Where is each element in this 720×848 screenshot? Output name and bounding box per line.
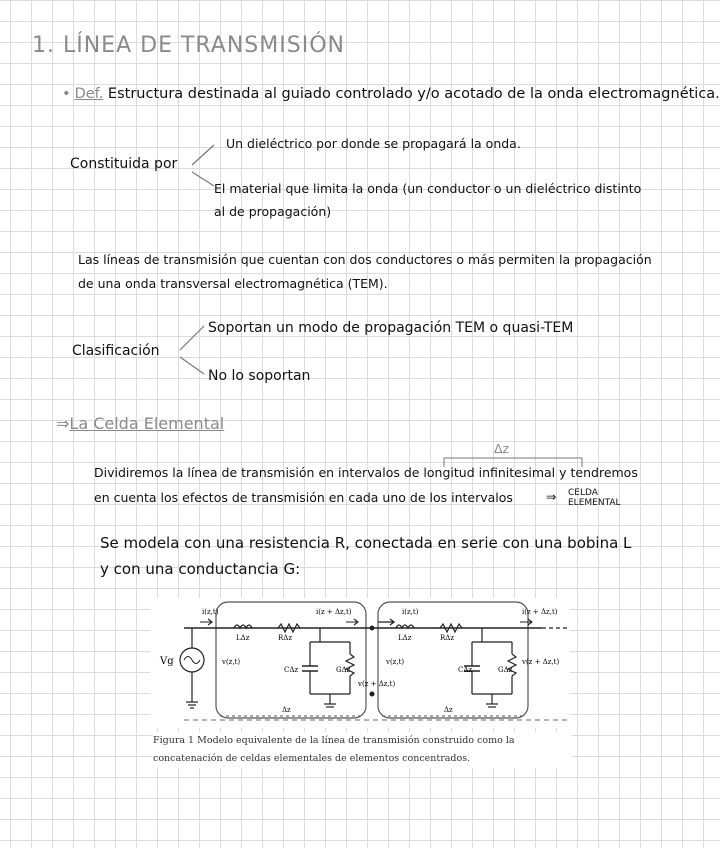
definition-label: Def. (74, 86, 104, 102)
source-label: Vg (160, 656, 174, 667)
circuit-figure (150, 598, 570, 728)
svg-text:i(z + Δz,t): i(z + Δz,t) (316, 608, 352, 616)
svg-text:CΔz: CΔz (458, 666, 473, 674)
celda-line-1: CELDA (568, 488, 598, 498)
delta-z-label: Δz (494, 441, 510, 456)
svg-text:i(z,t): i(z,t) (202, 608, 219, 616)
svg-text:v(z + Δz,t): v(z + Δz,t) (358, 680, 396, 688)
paragraph-3-line-1: Se modela con una resistencia R, conectada en serie con una bobina L (100, 534, 632, 552)
paragraph-1-line-1: Las líneas de transmisión que cuentan con dos conductores o más permiten la propagación (78, 252, 652, 267)
svg-text:RΔz: RΔz (440, 634, 455, 642)
bullet-icon: • (62, 86, 71, 102)
svg-text:v(z,t): v(z,t) (386, 658, 405, 666)
svg-text:CΔz: CΔz (284, 666, 299, 674)
paragraph-2-line-2: en cuenta los efectos de transmisión en cada uno de los intervalos (94, 490, 513, 505)
svg-text:i(z + Δz,t): i(z + Δz,t) (522, 608, 558, 616)
figure-caption (153, 732, 571, 768)
svg-text:v(z,t): v(z,t) (222, 658, 241, 666)
constituida-item-1: Un dieléctrico por donde se propagará la onda. (226, 136, 521, 151)
svg-text:Δz: Δz (282, 706, 291, 714)
constituida-item-2: El material que limita la onda (un conductor o un dieléctrico distinto (214, 181, 642, 196)
implies-arrow-icon: ⇒ (56, 414, 70, 433)
svg-text:GΔz: GΔz (336, 666, 351, 674)
page-title: 1. LÍNEA DE TRANSMISIÓN (32, 33, 345, 58)
celda-line-2: ELEMENTAL (568, 498, 621, 508)
caption-line-1: Figura 1 Modelo equivalente de la línea de transmisión construido como la (153, 735, 515, 746)
caption-line-2: concatenación de celdas elementales de elementos concentrados. (153, 753, 471, 764)
clasificacion-item-2: No lo soportan (208, 368, 311, 384)
svg-text:i(z,t): i(z,t) (402, 608, 419, 616)
current-arrow-icon (200, 619, 212, 625)
svg-text:LΔz: LΔz (236, 634, 250, 642)
svg-text:RΔz: RΔz (278, 634, 293, 642)
paragraph-2-line-1: Dividiremos la línea de transmisión en intervalos de longitud infinitesimal y tendremos (94, 465, 638, 480)
constituida-label: Constituida por (70, 156, 178, 172)
svg-text:LΔz: LΔz (398, 634, 412, 642)
section-title: La Celda Elemental (69, 414, 225, 433)
constituida-item-2-cont: al de propagación) (214, 204, 332, 219)
clasificacion-item-1: Soportan un modo de propagación TEM o quasi-TEM (208, 320, 574, 336)
paragraph-1-line-2: de una onda transversal electromagnética (TEM). (78, 276, 388, 291)
clasificacion-label: Clasificación (72, 343, 160, 359)
svg-text:GΔz: GΔz (498, 666, 513, 674)
circuit-diagram (150, 598, 570, 728)
svg-text:v(z + Δz,t): v(z + Δz,t) (522, 658, 560, 666)
definition-text: Estructura destinada al guiado controlado y/o acotado de la onda electromagnética. (107, 86, 720, 102)
svg-text:Δz: Δz (444, 706, 453, 714)
paragraph-3-line-2: y con una conductancia G: (100, 560, 301, 578)
implies-arrow-2-icon: ⇒ (546, 489, 557, 504)
